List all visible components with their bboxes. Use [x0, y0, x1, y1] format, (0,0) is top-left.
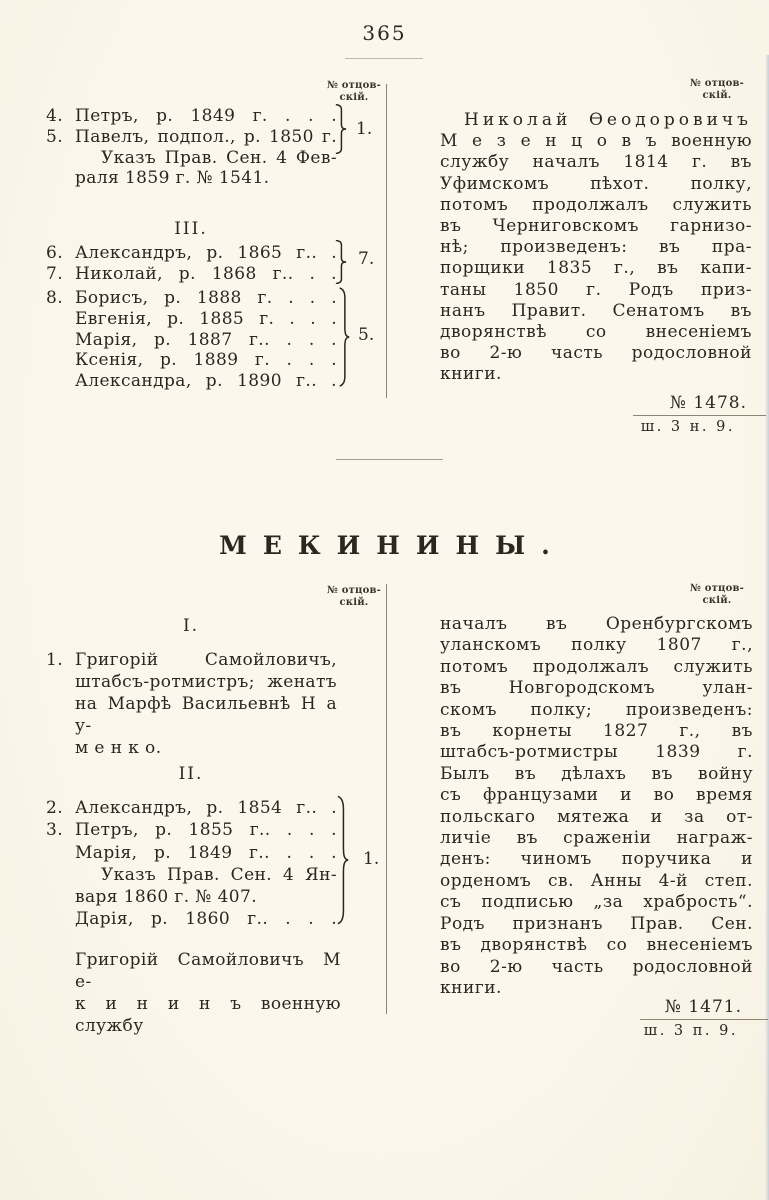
text-line: въ корнеты 1827 г., въ — [440, 721, 753, 742]
entry-row — [45, 288, 337, 309]
entry-row — [45, 649, 337, 671]
text-line: съ французами и во время — [440, 785, 753, 806]
section-heading-i: I. — [182, 616, 200, 636]
colhead-line2: скій. — [702, 595, 732, 606]
text-line: таны 1850 г. Родъ приз- — [440, 279, 752, 300]
entry-row — [45, 864, 337, 886]
entry-text: Евгенія, р. 1885 г. . . . — [75, 308, 337, 329]
entry-group-2-3 — [45, 797, 337, 931]
text-line: въ Новгородскомъ улан- — [440, 678, 753, 699]
text-line: Родъ признанъ Прав. Сен. — [440, 913, 753, 934]
colhead-line1: № отцов- — [690, 583, 744, 594]
biography-mezentsov — [440, 110, 752, 386]
entry-text: на Марфѣ Васильевнѣ Н а у- — [75, 694, 337, 736]
text-line: въ дворянствѣ со внесеніемъ — [440, 935, 753, 956]
text-line: денъ: чиномъ поручика и — [440, 849, 753, 870]
record-number: № 1471. — [664, 997, 742, 1017]
entry-text: Петръ, р. 1849 г. . . . — [75, 106, 337, 126]
text-line: М е з е н ц о в ъ военную — [440, 131, 752, 152]
page-number-rule — [345, 58, 423, 59]
entry-row — [45, 168, 337, 189]
colhead-line2: скій. — [339, 597, 369, 608]
entry-row — [45, 264, 337, 285]
father-number-colhead-top-left — [322, 80, 386, 104]
entry-number: 6. — [46, 243, 64, 263]
entry-text: м е н к о. — [75, 738, 162, 758]
text-line: книги. — [440, 364, 502, 385]
entry-row — [45, 330, 337, 351]
entry-row — [45, 797, 337, 819]
entry-text: Александръ, р. 1865 г.. . — [75, 243, 337, 263]
entry-text: Петръ, р. 1855 г.. . . . — [75, 820, 337, 841]
entry-row — [45, 842, 337, 864]
column-rule-bottom — [386, 584, 387, 1014]
group-brace — [338, 287, 350, 387]
shelf-code: ш. 3 п. 9. — [643, 1023, 738, 1039]
colhead-line2: скій. — [339, 92, 369, 103]
group-brace — [336, 795, 349, 925]
text-line: службу началъ 1814 г. въ — [440, 152, 752, 173]
entry-number: 2. — [46, 798, 64, 818]
entry-row — [45, 908, 337, 930]
text-line: польскаго мятежа и за от- — [440, 806, 753, 827]
text-line: Уфимскомъ пѣхот. полку, — [440, 173, 752, 194]
entry-row — [45, 106, 337, 127]
entry-row — [45, 737, 337, 759]
text-line: к и н и н ъ военную службу — [75, 994, 341, 1036]
entry-row — [45, 819, 337, 841]
entry-row — [45, 350, 337, 371]
father-number-colhead-bottom-left — [322, 585, 386, 609]
entry-text: Марія, р. 1849 г.. . . . — [75, 842, 337, 863]
text-line: орденомъ св. Анны 4-й степ. — [440, 870, 753, 891]
text-line: уланскомъ полку 1807 г., — [440, 635, 753, 656]
entry-group-1 — [45, 649, 337, 759]
entry-text: Дарія, р. 1860 г.. . . . — [75, 909, 337, 930]
section-heading-ii: II. — [178, 764, 204, 784]
entry-number: 3. — [46, 820, 64, 841]
family-heading: МЕКИНИНЫ. — [219, 531, 566, 560]
entry-text: Борисъ, р. 1888 г. . . . — [75, 288, 337, 308]
text-line: во 2-ю часть родословной — [440, 956, 753, 977]
decree-line: Указъ Прав. Сен. 4 Фев- — [101, 147, 337, 168]
entry-row — [45, 148, 337, 169]
entry-row — [45, 693, 337, 737]
entry-group-8 — [45, 288, 337, 392]
entry-number: 1. — [46, 650, 64, 670]
biography-mekinin-continued — [440, 614, 753, 999]
colhead-line1: № отцов- — [327, 585, 381, 596]
text-line: порщики 1835 г., въ капи- — [440, 258, 752, 279]
entry-row — [45, 371, 337, 392]
section-heading-iii: III. — [174, 219, 208, 239]
father-number-colhead-top-right — [686, 78, 748, 102]
text-line: Григорій Самойловичъ М е- — [75, 950, 341, 992]
entry-number: 5. — [46, 126, 64, 147]
entry-row — [45, 127, 337, 148]
text-line: во 2-ю часть родословной — [440, 343, 752, 364]
text-line: скомъ полку; произведенъ: — [440, 699, 753, 720]
entry-row — [45, 309, 337, 330]
father-number: 7. — [358, 249, 375, 269]
decree-line: варя 1860 г. № 407. — [75, 887, 258, 908]
group-brace — [334, 240, 347, 284]
entry-row — [45, 671, 337, 693]
entry-text: Александръ, р. 1854 г.. . — [75, 798, 337, 818]
text-line: съ подписью „за храбрость“. — [440, 892, 753, 913]
text-line: штабсъ-ротмистры 1839 г. — [440, 742, 753, 763]
family-divider-rule — [336, 459, 443, 460]
record-number: № 1478. — [669, 393, 747, 413]
colhead-line1: № отцов- — [690, 78, 744, 89]
page-number: 365 — [362, 21, 407, 45]
entry-text: штабсъ-ротмистръ; женатъ — [75, 672, 337, 692]
entry-group-6-7 — [45, 243, 337, 285]
record-number-rule — [633, 415, 766, 416]
father-number: 1. — [356, 119, 373, 139]
scan-edge-artifact — [765, 55, 769, 1200]
text-line: личіе въ сраженіи награж- — [440, 828, 753, 849]
entry-number: 4. — [46, 106, 64, 126]
entry-number: 7. — [46, 263, 64, 284]
text-line: нанъ Правит. Сенатомъ въ — [440, 300, 752, 321]
entry-text: Марія, р. 1887 г.. . . . — [75, 329, 337, 350]
father-number: 5. — [358, 325, 375, 345]
colhead-line2: скій. — [702, 90, 732, 101]
text-line: дворянствѣ со внесеніемъ — [440, 322, 752, 343]
entry-text: Григорій Самойловичъ, — [75, 650, 337, 670]
entry-number: 8. — [46, 288, 64, 308]
text-line: потомъ продолжалъ служить — [440, 656, 753, 677]
entry-text: Николай, р. 1868 г.. . . — [75, 263, 337, 284]
record-number-rule — [640, 1019, 768, 1020]
father-number-colhead-bottom-right — [686, 583, 748, 607]
colhead-line1: № отцов- — [327, 80, 381, 91]
entry-group-4-5 — [45, 106, 337, 189]
entry-text: Ксенія, р. 1889 г. . . . — [75, 350, 337, 371]
text-line: книги. — [440, 977, 502, 998]
biography-mekinin-start — [75, 949, 341, 1037]
text-line: въ Черниговскомъ гарнизо- — [440, 216, 752, 237]
group-brace — [334, 104, 347, 154]
entry-row — [45, 243, 337, 264]
father-number: 1. — [363, 849, 380, 869]
entry-text: Александра, р. 1890 г.. . — [75, 371, 337, 392]
entry-text: Павелъ, подпол., р. 1850 г. — [75, 126, 337, 147]
text-line: нѣ; произведенъ: въ пра- — [440, 237, 752, 258]
text-line: Былъ въ дѣлахъ въ войну — [440, 763, 753, 784]
decree-line: Указъ Прав. Сен. 4 Ян- — [101, 864, 337, 885]
column-rule-top — [386, 84, 387, 398]
text-line: началъ въ Оренбургскомъ — [440, 614, 753, 634]
text-line: потомъ продолжалъ служить — [440, 194, 752, 215]
text-line: Николай Ѳеодоровичъ — [464, 110, 752, 130]
decree-line: раля 1859 г. № 1541. — [75, 168, 270, 189]
shelf-code: ш. 3 н. 9. — [640, 419, 735, 435]
entry-row — [45, 886, 337, 908]
